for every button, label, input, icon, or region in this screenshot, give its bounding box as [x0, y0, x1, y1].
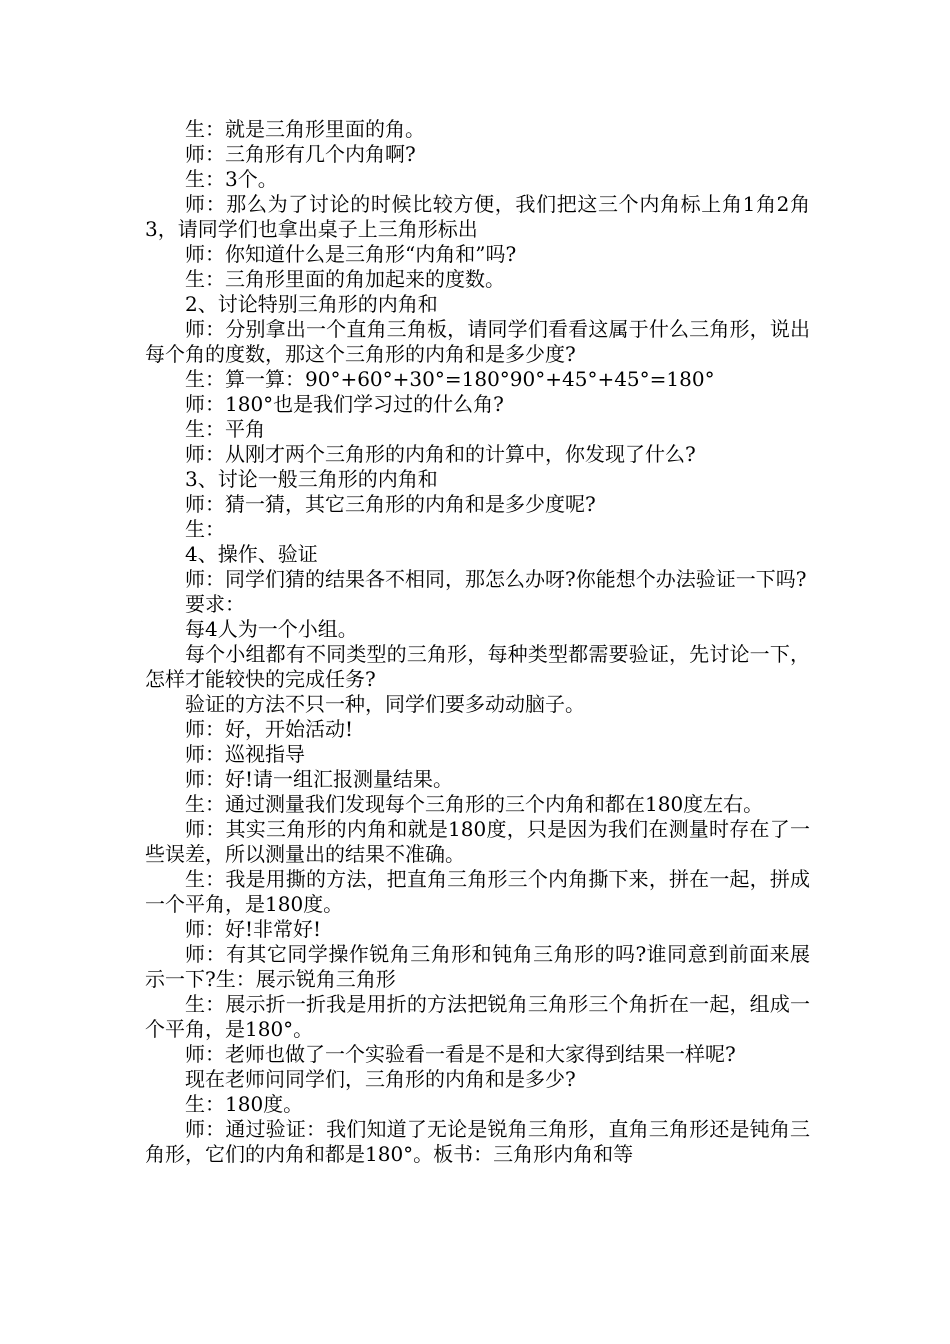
paragraph: 生：三角形里面的角加起来的度数。 [185, 267, 505, 291]
paragraph: 师：有其它同学操作锐角三角形和钝角三角形的吗?谁同意到前面来展示一下?生：展示锐角三角形 [145, 942, 810, 991]
paragraph: 师：好!请一组汇报测量结果。 [185, 767, 454, 791]
paragraph: 师：同学们猜的结果各不相同，那怎么办呀?你能想个办法验证一下吗? [185, 567, 807, 591]
paragraph: 生：展示折一折我是用折的方法把锐角三角形三个角折在一起，组成一个平角，是180°。 [145, 992, 810, 1041]
paragraph: 每4人为一个小组。 [185, 617, 358, 641]
paragraph: 生：算一算：90°+60°+30°=180°90°+45°+45°=180° [185, 367, 715, 391]
paragraph: 要求： [185, 592, 245, 616]
paragraph: 师：通过验证：我们知道了无论是锐角三角形，直角三角形还是钝角三角形，它们的内角和都是180°。板书：三角形内角和等 [145, 1117, 810, 1166]
section-heading: 3、讨论一般三角形的内角和 [185, 467, 438, 491]
paragraph: 师：180°也是我们学习过的什么角? [185, 392, 504, 416]
paragraph: 验证的方法不只一种，同学们要多动动脑子。 [185, 692, 585, 716]
paragraph: 生：平角 [185, 417, 265, 441]
paragraph: 生：就是三角形里面的角。 [185, 117, 425, 141]
paragraph: 生：通过测量我们发现每个三角形的三个内角和都在180度左右。 [185, 792, 764, 816]
paragraph: 师：三角形有几个内角啊? [185, 142, 416, 166]
paragraph: 师：分别拿出一个直角三角板，请同学们看看这属于什么三角形，说出每个角的度数，那这个三角形的内角和是多少度? [145, 317, 810, 366]
paragraph: 师：你知道什么是三角形“内角和”吗? [185, 242, 517, 266]
paragraph: 生： [185, 517, 225, 541]
paragraph: 每个小组都有不同类型的三角形，每种类型都需要验证，先讨论一下，怎样才能较快的完成任务? [145, 642, 810, 691]
paragraph: 生：3个。 [185, 167, 278, 191]
paragraph: 现在老师问同学们，三角形的内角和是多少? [185, 1067, 576, 1091]
paragraph: 师：其实三角形的内角和就是180度，只是因为我们在测量时存在了一些误差，所以测量出的结果不准确。 [145, 817, 810, 866]
paragraph: 师：那么为了讨论的时候比较方便，我们把这三个内角标上角1角2角3，请同学们也拿出桌子上三角形标出 [145, 192, 810, 241]
paragraph: 师：好!非常好! [185, 917, 322, 941]
paragraph: 生：我是用撕的方法，把直角三角形三个内角撕下来，拼在一起，拼成一个平角，是180度。 [145, 867, 810, 916]
document-body [145, 117, 810, 1167]
section-heading: 2、讨论特别三角形的内角和 [185, 292, 438, 316]
paragraph: 生：180度。 [185, 1092, 304, 1116]
paragraph: 师：老师也做了一个实验看一看是不是和大家得到结果一样呢? [185, 1042, 736, 1066]
paragraph: 师：从刚才两个三角形的内角和的计算中，你发现了什么? [185, 442, 696, 466]
paragraph: 师：猜一猜，其它三角形的内角和是多少度呢? [185, 492, 596, 516]
section-heading: 4、操作、验证 [185, 542, 318, 566]
paragraph: 师：好，开始活动! [185, 717, 354, 741]
paragraph: 师：巡视指导 [185, 742, 305, 766]
